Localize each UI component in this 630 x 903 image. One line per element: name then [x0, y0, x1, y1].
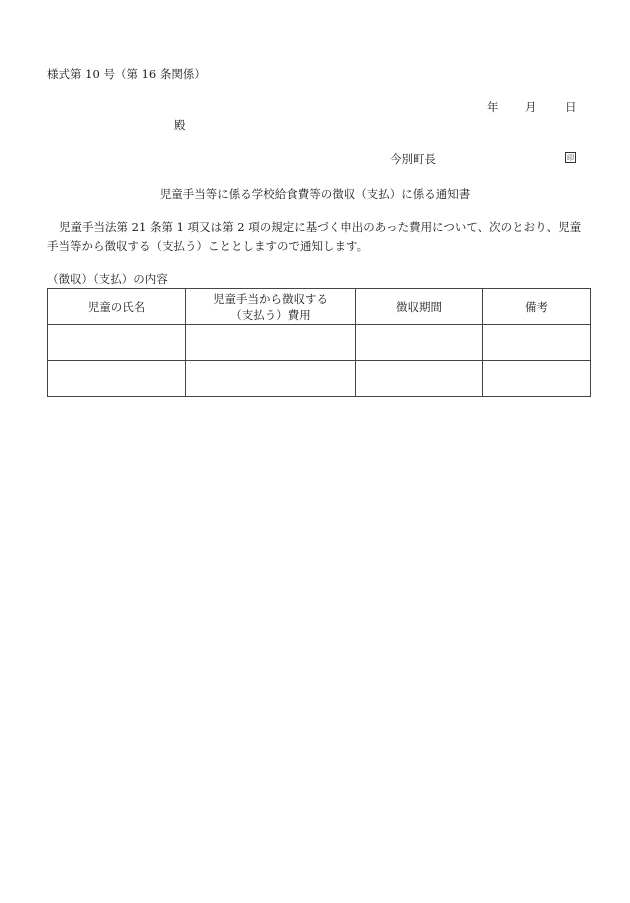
notice-body-text: 児童手当法第 21 条第 1 項又は第 2 項の規定に基づく申出のあった費用について、次のとおり、児童手当等から徴収する（支払う）こととしますので通知します。	[47, 220, 582, 253]
table-cell	[186, 361, 356, 397]
seal-mark-icon: 印	[567, 154, 574, 162]
table-cell	[483, 361, 591, 397]
header-fee	[186, 289, 356, 325]
table-cell	[483, 325, 591, 361]
addressee-suffix: 殿	[174, 118, 186, 132]
header-label: 備考	[525, 299, 548, 314]
header-label-line2: （支払う）費用	[230, 307, 311, 322]
table-cell	[356, 325, 483, 361]
date-month-label: 月	[525, 100, 537, 114]
table-row	[48, 361, 591, 397]
issuer-name: 今別町長	[390, 152, 436, 166]
header-label-line1: 児童手当から徴収する	[213, 291, 328, 306]
table-cell	[48, 325, 186, 361]
document-title: 児童手当等に係る学校給食費等の徴収（支払）に係る通知書	[159, 187, 471, 201]
table-cell	[356, 361, 483, 397]
date-day-label: 日	[565, 100, 577, 114]
header-label: 徴収期間	[396, 299, 442, 314]
header-remarks	[483, 289, 591, 325]
content-table	[47, 288, 591, 397]
form-number: 様式第 10 号（第 16 条関係）	[47, 67, 206, 81]
table-cell	[48, 361, 186, 397]
table-caption: （徴収）（支払）の内容	[47, 272, 168, 286]
header-collection-period	[356, 289, 483, 325]
table-row	[48, 325, 591, 361]
header-child-name	[48, 289, 186, 325]
date-year-label: 年	[487, 100, 499, 114]
table-cell	[186, 325, 356, 361]
table-header-row	[48, 289, 591, 325]
header-label: 児童の氏名	[87, 299, 146, 314]
date-line	[487, 99, 577, 115]
